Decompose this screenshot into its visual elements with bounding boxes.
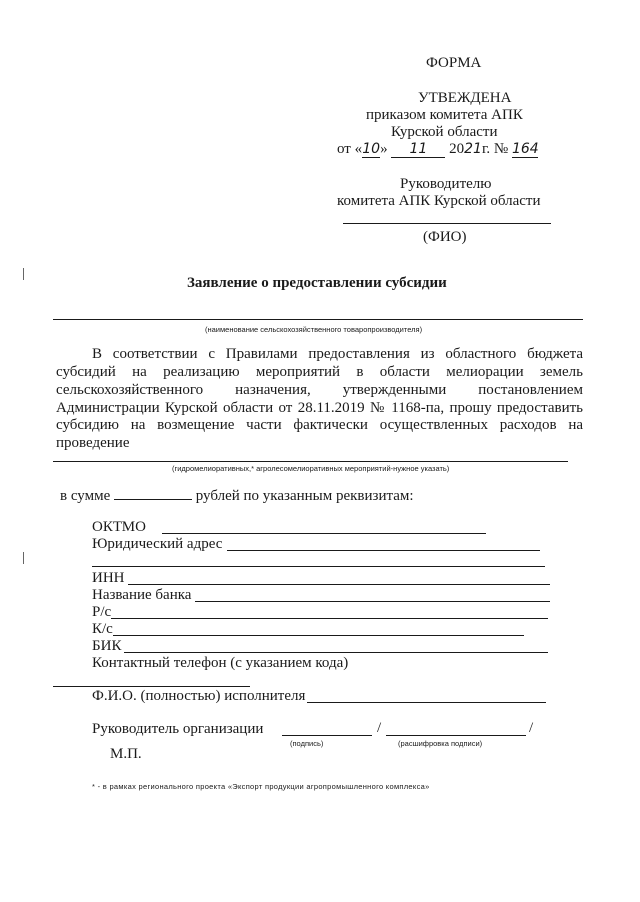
bank-input-line[interactable] [195,601,550,602]
body-line-3: сельскохозяйственного назначения, утвержденными постановлением [56,382,583,398]
date-month-handwritten: 11 [391,141,445,158]
activities-caption: (гидромелиоративных,* агролесомелиоративных мероприятий-нужное указать) [172,464,450,473]
head-label: Руководитель организации [92,721,264,737]
bank-label: Название банка [92,587,192,603]
sum-input-line[interactable] [114,487,192,500]
oktmo-label: ОКТМО [92,519,146,535]
date-year-suffix: г. № [481,141,509,157]
signature-input-line[interactable] [282,735,372,736]
footnote: * - в рамках регионального проекта «Экспорт продукции агропромышленного комплекса» [92,782,430,791]
body-line-4: Администрации Курской области от 28.11.2019 № 1168-па, прошу предоставить [56,400,583,416]
rs-input-line[interactable] [111,618,548,619]
rs-label: Р/с [92,604,112,620]
inn-label: ИНН [92,570,125,586]
date-year-prefix: 20 [449,141,465,157]
date-year-handwritten: 21 [464,141,482,157]
date-prefix: от « [337,141,363,157]
sum-prefix: в сумме [60,488,111,504]
date-day-handwritten: 10 [362,141,381,157]
ks-label: К/с [92,621,113,637]
sum-line [60,487,414,505]
approved-label: УТВЕЖДЕНА [418,90,512,106]
binder-mark-top [23,268,24,280]
bik-label: БИК [92,638,122,654]
address-label: Юридический адрес [92,536,223,552]
addressee-fio-line [343,223,551,224]
inn-input-line[interactable] [128,584,550,585]
oktmo-input-line[interactable] [162,533,486,534]
body-line-6: проведение [56,435,130,451]
activities-line [53,461,568,462]
bik-input-line[interactable] [124,652,548,653]
signature-caption: (подпись) [290,739,324,748]
executor-input-line[interactable] [307,702,546,703]
phone-input-line[interactable] [53,686,250,687]
address-input-line-2[interactable] [92,566,545,567]
signature-slash-right: / [529,720,534,736]
address-input-line[interactable] [227,550,540,551]
body-line-1: В соответствии с Правилами предоставления из областного бюджета [92,346,583,362]
date-mid: » [380,141,388,157]
sum-suffix: рублей по указанным реквизитам: [195,488,414,504]
form-label: ФОРМА [426,55,482,71]
approval-date-line [337,141,538,158]
binder-mark-bottom [23,552,24,564]
document-title: Заявление о предоставлении субсидии [187,275,447,291]
addressee-line-2: комитета АПК Курской области [337,193,541,209]
producer-caption: (наименование сельскохозяйственного товаропроизводителя) [205,325,423,334]
fio-caption: (ФИО) [423,229,467,245]
body-line-2: субсидий на реализацию мероприятий в области мелиорации земель [56,364,583,380]
producer-name-line [53,319,583,320]
decode-input-line[interactable] [386,735,526,736]
stamp-label: М.П. [110,746,142,762]
phone-label: Контактный телефон (с указанием кода) [92,655,349,671]
ks-input-line[interactable] [113,635,524,636]
region-line: Курской области [391,124,498,140]
signature-slash-left: / [377,720,382,736]
executor-label: Ф.И.О. (полностью) исполнителя [92,688,306,704]
decode-caption: (расшифровка подписи) [398,739,483,748]
body-line-5: субсидию на возмещение части фактически осуществленных расходов на [56,417,583,433]
order-line: приказом комитета АПК [366,107,523,123]
addressee-line-1: Руководителю [400,176,492,192]
order-number-handwritten: 164 [511,141,539,157]
